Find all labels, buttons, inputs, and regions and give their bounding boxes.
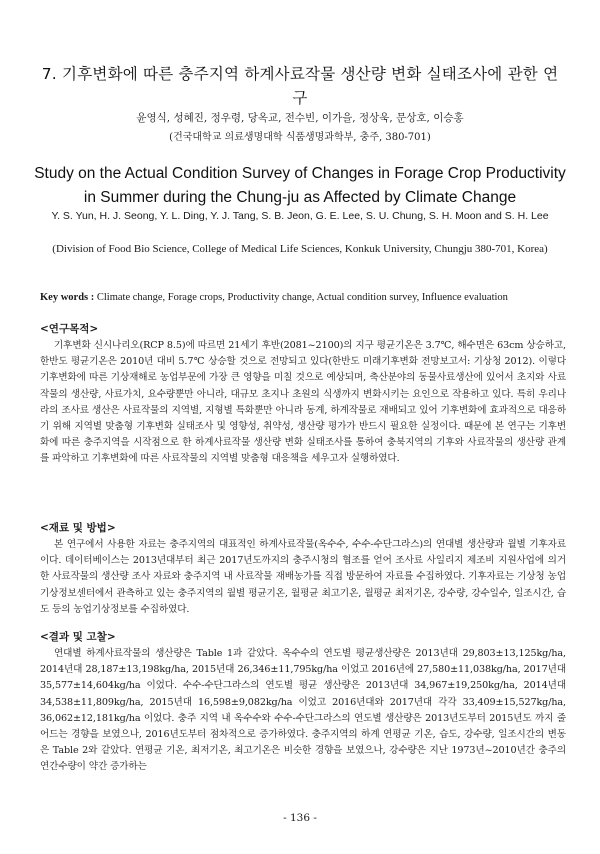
section-body-purpose: 기후변화 신시나리오(RCP 8.5)에 따르면 21세기 후반(2081~2100)의 지구 평균기온은 3.7℃, 해수면은 63cm 상승하고, 한반도 평균기온은 2010년 대비 5.7℃ 상승할 것으로 전망되고 있다(한반도 미래기후변화 전망보고서: 기상청 2012). 이렇다 기후변화에 따른 기상재해로 농업부문에 가장 큰 영향을 미칠 것으로 예상되며, 축산분야의 동물사료생산에 있어서 초지와 사료작물의 생산량, 사료가치, 요수량뿐만 아니라, 대규모 초지나 초원의 식생까지 변화시키는 요인으로 작용하고 있다. 특히 우리나라의 조사료 생산은 사료작물의 지역별, 지형별 특화뿐만 아니라 동계, 하계작물로 재배되고 있어 기후변화에 효과적으로 대응하기 위해 지역별 맞춤형 기후변화 실태조사 및 영향성, 취약성, 생산량 평가가 반드시 필요한 실정이다. 때문에 본 연구는 기후변화에 따른 충주지역을 시작점으로 한 하계사료작물 생산량 변화 실태조사를 통하여 충북지역의 기후와 사료작물의 생산량 관계를 파악하고 기후변화에 따른 사료작물의 지역별 맞춤형 대응책을 세우고자 실행하였다. bbox=[40, 340, 566, 465]
english-title: Study on the Actual Condition Survey of Changes in Forage Crop Productivity in Summer during the Chung-ju as Affected by Climate Change bbox=[34, 165, 566, 206]
section-heading-results: <결과 및 고찰> bbox=[40, 631, 116, 643]
english-authors: Y. S. Yun, H. J. Seong, Y. L. Ding, Y. J. Tang, S. B. Jeon, G. E. Lee, S. U. Chung, S. H. Moon and S. H. Lee bbox=[51, 210, 549, 222]
section-body-results: 연대별 하계사료작물의 생산량은 Table 1과 같았다. 옥수수의 연도별 평균생산량은 2013년대 29,803±13,125kg/ha, 2014년대 28,187±13,198kg/ha, 2015년대 26,346±11,795kg/ha 이었고 2016년에 27,580±11,038kg/ha, 2017년대 35,577±14,604kg/ha 이었다. 수수-수단그라스의 연도별 평균 생산량은 2013년대 34,967±19,250kg/ha, 2014년대 34,538±11,809kg/ha, 2015년대 16,598±9,082kg/ha 이었고 2016년대와 2017년대 각각 33,409±15,527kg/ha, 36,062±12,181kg/ha 이었다. 충주 지역 내 옥수수와 수수-수단그라스의 연도별 생산량은 2013년도부터 2015년도 까지 줄어드는 경향을 보였으나, 2016년도부터 점차적으로 증가하였다. 충주지역의 하계 연평균 기온, 습도, 강수량, 일조시간의 변동은 Table 2와 같았다. 연평균 기온, 최저기온, 최고기온은 비슷한 경향을 보였으나, 강수량은 지난 1973년~2010년간 충주의 연간수량이 약간 증가하는 bbox=[40, 648, 566, 773]
page-number: - 136 - bbox=[283, 812, 317, 824]
korean-affiliation: (건국대학교 의료생명대학 식품생명과학부, 충주, 380-701) bbox=[169, 132, 431, 143]
keywords bbox=[40, 292, 570, 303]
keywords-label: Key words : bbox=[40, 292, 95, 303]
section-heading-purpose: <연구목적> bbox=[40, 323, 99, 335]
korean-authors: 윤영식, 성혜진, 정우령, 당옥교, 전수빈, 이가을, 정상욱, 문상호, 이승홍 bbox=[136, 112, 464, 124]
keywords-text: Climate change, Forage crops, Productivity change, Actual condition survey, Influence evaluation bbox=[96, 292, 508, 303]
english-affiliation: (Division of Food Bio Science, College of Medical Life Sciences, Konkuk University, Chungju 380-701, Korea) bbox=[52, 243, 548, 255]
section-body-methods: 본 연구에서 사용한 자료는 충주지역의 대표적인 하계사료작물(옥수수, 수수-수단그라스)의 연대별 생산량과 월별 기후자료이다. 데이터베이스는 2013년대부터 최근 2017년도까지의 충주시청의 협조를 얻어 조사료 사일리지 제조비 지원사업에 의거한 사료작물의 생산량 조사 자료와 충주지역 내 사료작물 재배농가를 직접 방문하여 자료를 수집하였다. 기후자료는 기상청 농업기상정보센터에서 관측하고 있는 충주지역의 월별 평균기온, 월평균 최고기온, 월평균 최저기온, 강수량, 강수일수, 일조시간, 습도 등의 농업기상정보를 수집하였다. bbox=[40, 539, 566, 615]
section-heading-methods: <재료 및 방법> bbox=[40, 522, 116, 534]
korean-title: 7. 기후변화에 따른 충주지역 하계사료작물 생산량 변화 실태조사에 관한 연구 bbox=[41, 65, 559, 107]
